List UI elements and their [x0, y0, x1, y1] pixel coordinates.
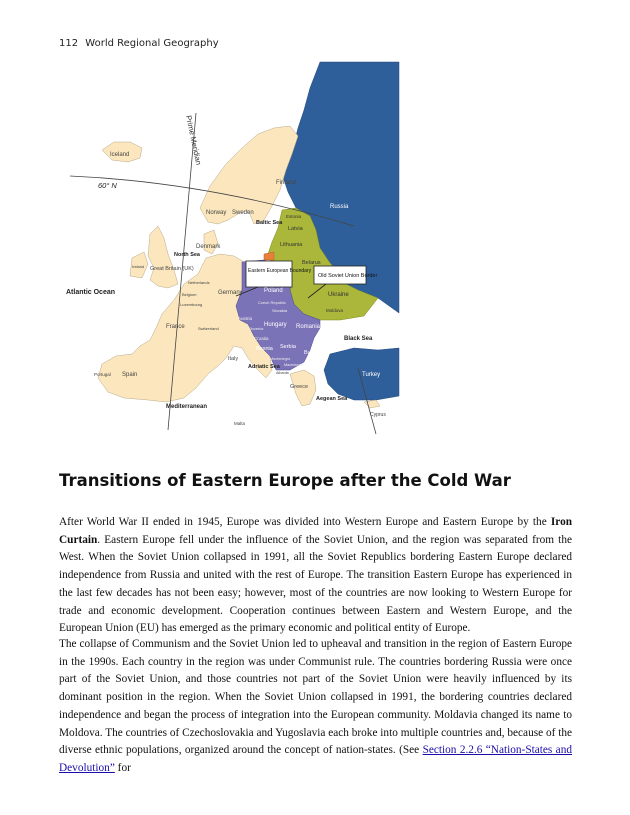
paragraph-1-text-a: After World War II ended in 1945, Europe was divided into Western Europe and Eastern Europe by the: [59, 516, 551, 528]
norway-label: Norway: [206, 210, 227, 216]
eastern-boundary-callout: [246, 261, 292, 287]
france-label: France: [166, 324, 185, 330]
prime-meridian-label: Prime Meridian: [184, 114, 204, 166]
greece-label: Greece: [290, 384, 309, 390]
spain-label: Spain: [122, 372, 138, 378]
mediterranean-label: Mediterranean: [166, 404, 208, 410]
slovenia-label: Slovenia: [248, 326, 264, 331]
hungary-label: Hungary: [264, 322, 287, 328]
albania-label: Albania: [276, 371, 289, 375]
nation-states-section-link[interactable]: Section 2.2.6 “Nation-States and Devolution”: [59, 744, 572, 774]
estonia-label: Estonia: [286, 214, 302, 219]
turkey-label: Turkey: [362, 372, 381, 378]
czech-republic-label: Czech Republic: [258, 300, 287, 305]
book-title: World Regional Geography: [85, 38, 219, 49]
eastern-boundary-label: Eastern European Boundary: [248, 268, 312, 274]
switzerland-label: Switzerland: [198, 326, 219, 331]
old-soviet-border-label: Old Soviet Union Border: [318, 273, 378, 279]
russia-label: Russia: [330, 204, 349, 210]
atlantic-ocean-label: Atlantic Ocean: [66, 289, 116, 296]
adriatic-sea-label: Adriatic Sea: [248, 364, 280, 370]
belgium-label: Belgium: [182, 292, 197, 297]
poland-label: Poland: [264, 288, 283, 294]
montenegro-label: Montenegro: [270, 357, 291, 361]
serbia-label: Serbia: [280, 344, 296, 350]
denmark-label: Denmark: [196, 244, 221, 250]
running-head: [59, 38, 219, 49]
moldova-label: Moldova: [326, 308, 344, 313]
paragraph-1-text-b: . Eastern Europe fell under the influence of the Soviet Union, and the region was separated from the West. When the Soviet Union collapsed in 1991, all the Soviet Republics bordering Eastern Europe declared independence from Russia and united with the rest of Europe. The transition Eastern Europe has experienced in the last few decades has not been easy; however, most of the countries are now looking to Western Europe for trade and economic development. Cooperation continues between Eastern and Western Europe, and the European Union (EU) has emerged as the primary economic and political entity of Europe.: [59, 533, 572, 635]
malta-label: Malta: [234, 421, 246, 426]
cyprus-label: Cyprus: [370, 412, 386, 418]
macedonia-label: Macedonia: [284, 363, 303, 367]
europe-map: [58, 58, 408, 436]
aegean-sea-label: Aegean Sea: [316, 396, 348, 402]
portugal-label: Portugal: [94, 372, 111, 377]
romania-label: Romania: [296, 324, 321, 330]
germany-label: Germany: [218, 290, 243, 296]
cyprus-shape: [364, 400, 380, 408]
iceland-label: Iceland: [110, 152, 130, 158]
denmark-shape: [204, 230, 218, 254]
iron-curtain-term: Iron Curtain: [59, 516, 572, 546]
baltic-sea-label: Baltic Sea: [256, 220, 283, 226]
section-title: Transitions of Eastern Europe after the Cold War: [59, 471, 511, 490]
finland-label: Finland: [276, 180, 296, 186]
lithuania-label: Lithuania: [280, 242, 303, 248]
north-sea-label: North Sea: [174, 252, 200, 258]
page-number: 112: [59, 38, 79, 49]
ukraine-label: Ukraine: [328, 292, 349, 298]
great-britain-label: Great Britain (UK): [150, 266, 194, 272]
belarus-label: Belarus: [302, 260, 321, 266]
bulgaria-label: Bulgaria: [304, 350, 325, 356]
sweden-label: Sweden: [232, 210, 254, 216]
slovakia-label: Slovakia: [272, 308, 288, 313]
paragraph-2-text-b: for: [114, 761, 131, 774]
latvia-label: Latvia: [288, 226, 303, 232]
bosnia-label: Bosnia: [256, 346, 273, 352]
paragraph-2-text-a: The collapse of Communism and the Soviet Union led to upheaval and transition in the region of Eastern Europe in the 1990s. Each country in the region was under Communist rule. The countries bordering Russia were once part of the Soviet Union, and those countries not part of the Soviet Union were heavily influenced by its dominant position in the region. When the Soviet Union collapsed in 1991, the bordering countries declared independence and began the process of integration into the European community. Moldavia changed its name to Moldova. The countries of Czechoslovakia and Yugoslavia each broke into multiple countries and, because of the diverse ethnic populations, organized around the concept of nation-states. (See: [59, 638, 572, 757]
croatia-label: Croatia: [254, 336, 269, 341]
netherlands-label: Netherlands: [188, 280, 210, 285]
italy-label: Italy: [228, 356, 239, 362]
ireland-label: Ireland: [132, 264, 145, 269]
paragraph-2: [59, 636, 572, 778]
europe-map-figure: [58, 58, 408, 436]
austria-label: Austria: [238, 316, 253, 321]
black-sea-label: Black Sea: [344, 336, 373, 342]
latitude-label: 60° N: [98, 181, 117, 190]
paragraph-1: [59, 514, 572, 638]
kaliningrad-shape: [264, 252, 274, 260]
luxembourg-label: Luxembourg: [180, 302, 203, 307]
